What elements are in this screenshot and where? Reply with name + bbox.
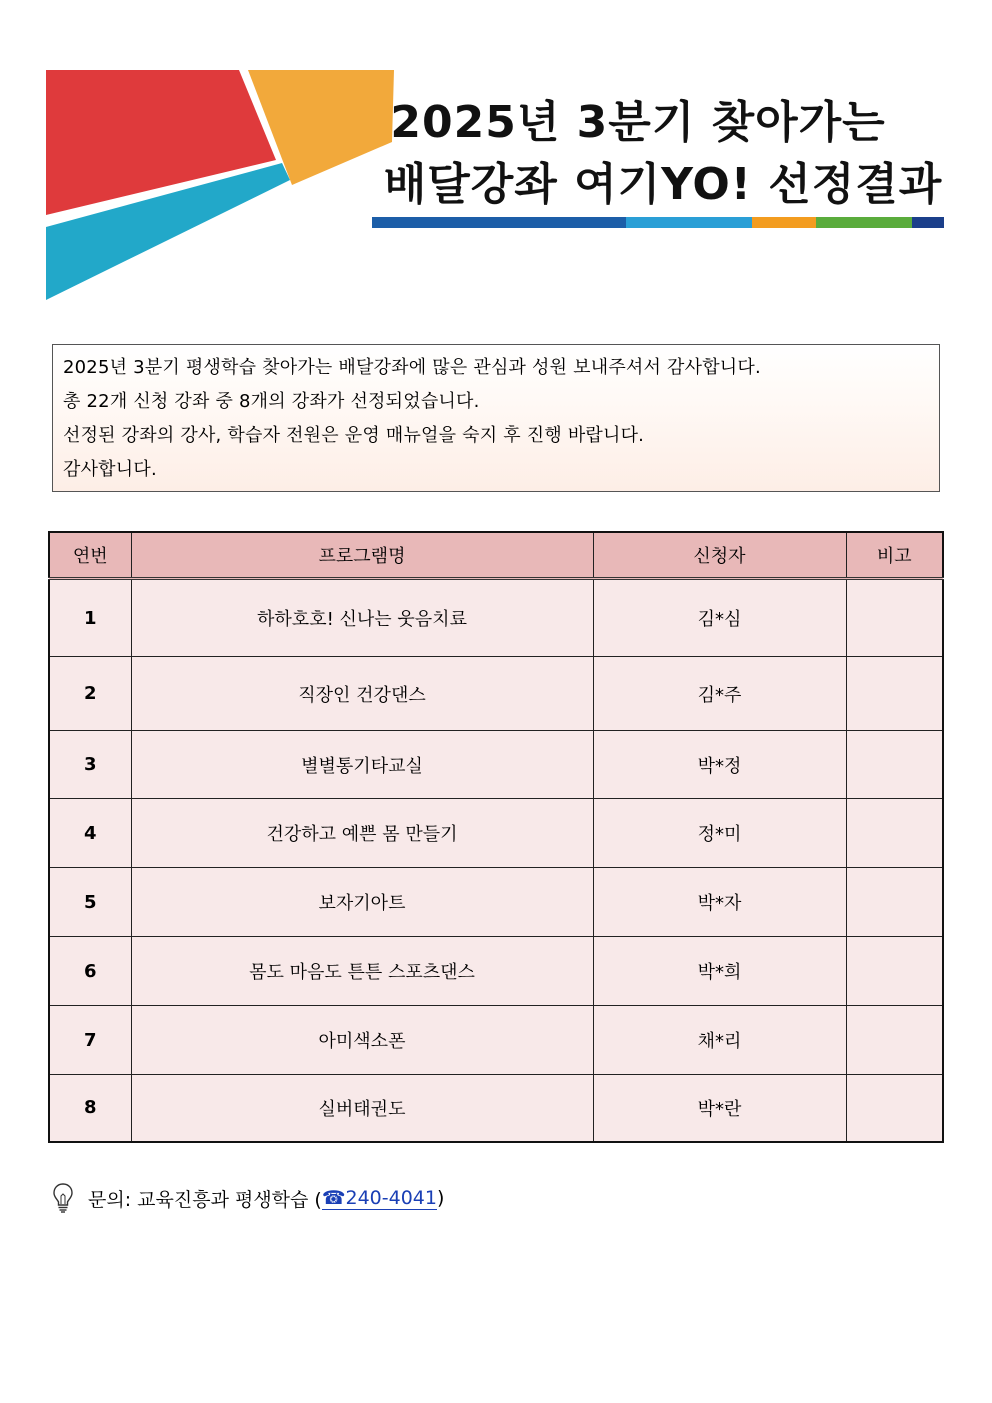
- contact-label: 문의: 교육진흥과 평생학습 (: [88, 1188, 322, 1211]
- row-applicant: 박*란: [593, 1075, 846, 1142]
- row-program: 보자기아트: [131, 868, 593, 937]
- row-no: 8: [49, 1075, 131, 1142]
- row-applicant: 채*리: [593, 1006, 846, 1075]
- row-no: 3: [49, 731, 131, 799]
- stripe-segment: [912, 217, 944, 228]
- stripe-segment: [816, 217, 912, 228]
- stripe-segment: [372, 217, 626, 228]
- lightbulb-icon: [52, 1182, 74, 1214]
- table-row: [49, 937, 943, 1006]
- row-no: 5: [49, 868, 131, 937]
- row-note: [846, 1006, 943, 1075]
- notice-line: 2025년 3분기 평생학습 찾아가는 배달강좌에 많은 관심과 성원 보내주셔서 감사합니다.: [63, 357, 761, 378]
- row-applicant: 박*자: [593, 868, 846, 937]
- stripe-segment: [752, 217, 816, 228]
- row-applicant: 김*심: [593, 579, 846, 657]
- table-row: [49, 579, 943, 657]
- notice-line: 선정된 강좌의 강사, 학습자 전원은 운영 매뉴얼을 숙지 후 진행 바랍니다.: [63, 425, 645, 446]
- table-row: [49, 1075, 943, 1142]
- row-note: [846, 937, 943, 1006]
- notice-line: 총 22개 신청 강좌 중 8개의 강좌가 선정되었습니다.: [63, 391, 480, 412]
- title-line-2: 배달강좌 여기YO! 선정결과: [383, 159, 943, 210]
- table-row: [49, 1006, 943, 1075]
- row-program: 별별통기타교실: [131, 731, 593, 799]
- row-note: [846, 868, 943, 937]
- header-note: 비고: [846, 532, 943, 579]
- row-applicant: 박*정: [593, 731, 846, 799]
- title-line-1: 2025년 3분기 찾아가는: [390, 97, 886, 148]
- row-note: [846, 799, 943, 868]
- row-note: [846, 579, 943, 657]
- header-applicant: 신청자: [593, 532, 846, 579]
- contact-info: [52, 1180, 444, 1216]
- contact-close-paren: ): [436, 1187, 445, 1209]
- row-applicant: 김*주: [593, 657, 846, 731]
- row-program: 아미색소폰: [131, 1006, 593, 1075]
- table-row: [49, 799, 943, 868]
- stripe-segment: [626, 217, 752, 228]
- notice-line: 감사합니다.: [63, 459, 157, 480]
- row-program: 실버태권도: [131, 1075, 593, 1142]
- row-no: 6: [49, 937, 131, 1006]
- row-no: 2: [49, 657, 131, 731]
- row-note: [846, 657, 943, 731]
- row-program: 건강하고 예쁜 몸 만들기: [131, 799, 593, 868]
- row-applicant: 박*희: [593, 937, 846, 1006]
- notice-box: [52, 344, 940, 492]
- table-header-row: [49, 532, 943, 579]
- row-note: [846, 1075, 943, 1142]
- row-no: 4: [49, 799, 131, 868]
- contact-phone-link[interactable]: ☎240-4041: [321, 1186, 437, 1209]
- table-row: [49, 868, 943, 937]
- row-program: 직장인 건강댄스: [131, 657, 593, 731]
- row-note: [846, 731, 943, 799]
- header-program: 프로그램명: [131, 532, 593, 579]
- logo-graphic: [46, 70, 406, 305]
- row-program: 몸도 마음도 튼튼 스포츠댄스: [131, 937, 593, 1006]
- row-no: 1: [49, 579, 131, 657]
- row-program: 하하호호! 신나는 웃음치료: [131, 579, 593, 657]
- title-underline-stripe: [372, 217, 944, 228]
- results-table: [48, 531, 944, 1143]
- row-applicant: 정*미: [593, 799, 846, 868]
- table-row: [49, 657, 943, 731]
- table-row: [49, 731, 943, 799]
- page-title: [372, 92, 944, 216]
- header-no: 연번: [49, 532, 131, 579]
- row-no: 7: [49, 1006, 131, 1075]
